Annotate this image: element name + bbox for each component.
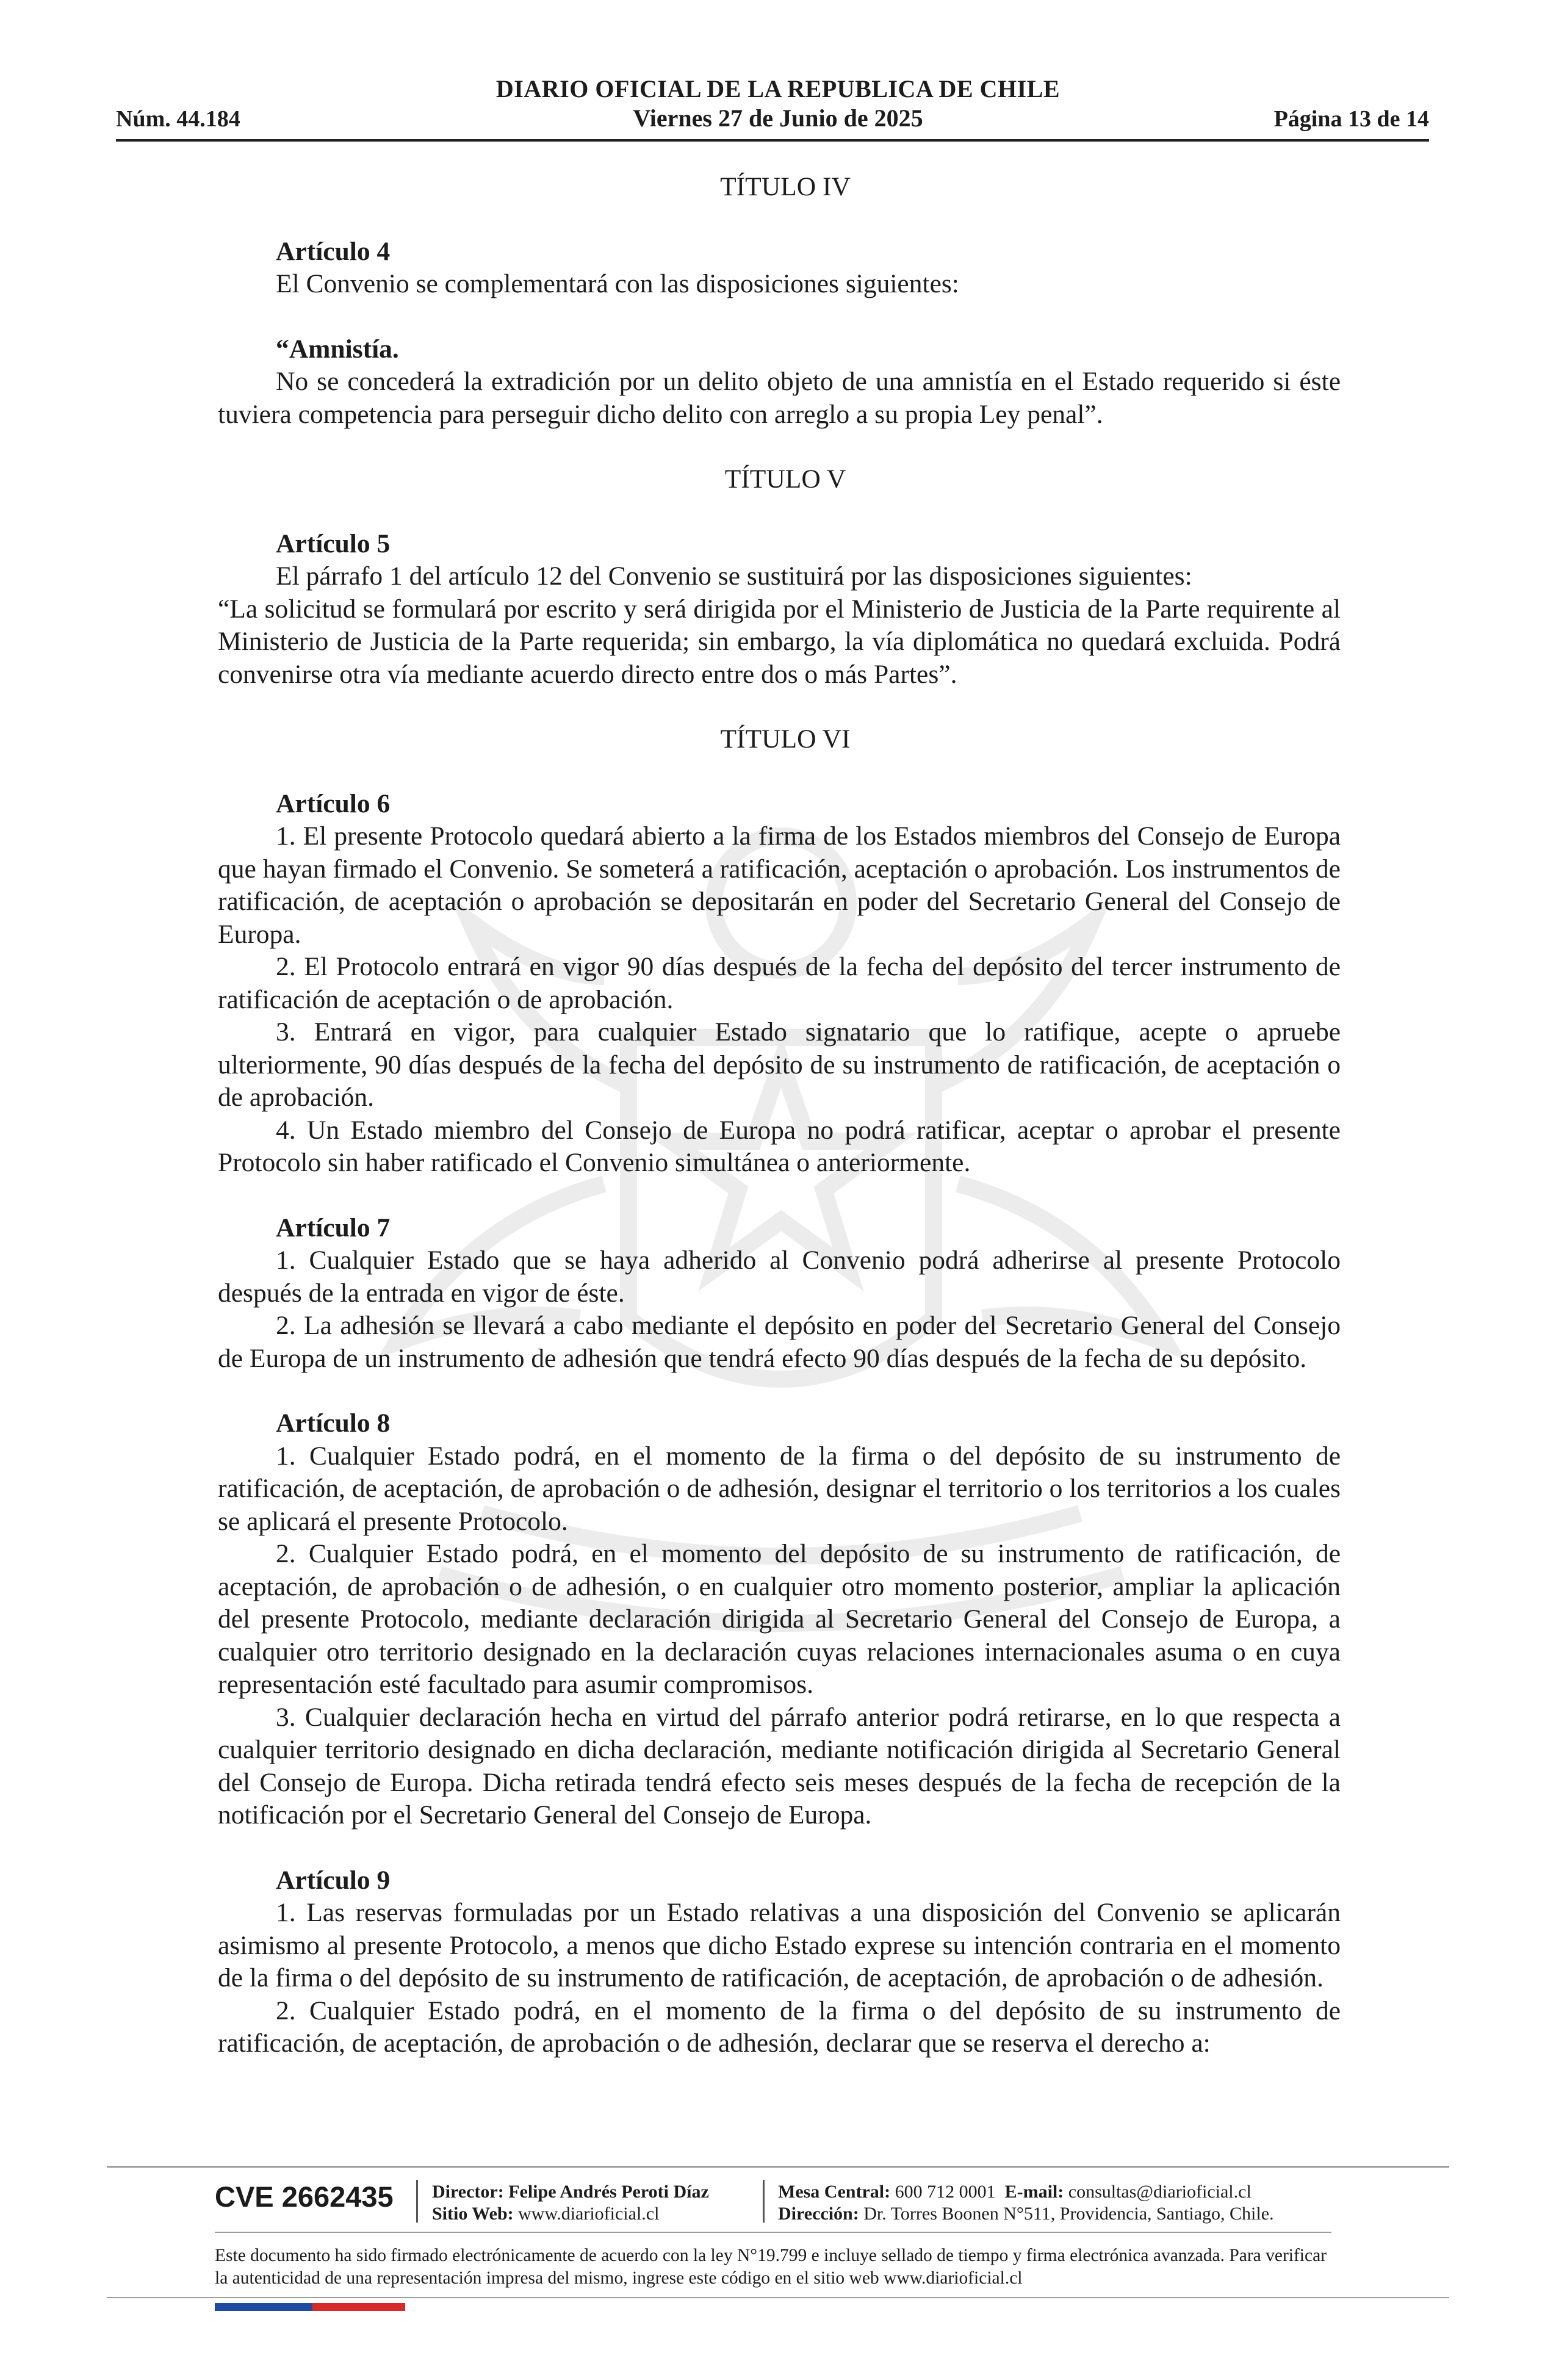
publication-title: DIARIO OFICIAL DE LA REPUBLICA DE CHILE	[495, 75, 1061, 103]
article-heading: Artículo 8	[276, 1408, 391, 1438]
flag-stripe-blue	[215, 2303, 312, 2311]
paragraph: 3. Entrará en vigor, para cualquier Estado signatario que lo ratifique, acepte o apruebe ulteriormente, 90 días después de la fecha del depósito de su instrumento de ratificación, de aceptación o de aprobación.	[218, 1017, 1341, 1112]
paragraph: 4. Un Estado miembro del Consejo de Europa no podrá ratificar, aceptar o aprobar el presente Protocolo sin haber ratificado el Convenio simultánea o anteriormente.	[218, 1115, 1341, 1177]
paragraph: 1. Cualquier Estado que se haya adherido al Convenio podrá adherirse al presente Protocolo después de la entrada en vigor de éste.	[218, 1246, 1341, 1308]
footer-rule	[107, 2166, 1449, 2168]
email-link[interactable]: consultas@diarioficial.cl	[1068, 2182, 1252, 2202]
paragraph: El párrafo 1 del artículo 12 del Convenio se sustituirá por las disposiciones siguientes:	[276, 561, 1192, 591]
footer-director-block	[432, 2181, 709, 2225]
footer-divider	[763, 2180, 765, 2223]
paragraph: El Convenio se complementará con las disposiciones siguientes:	[276, 269, 959, 298]
article-heading: Artículo 7	[276, 1213, 391, 1242]
issue-number: Núm. 44.184	[116, 106, 240, 132]
article-heading: Artículo 5	[276, 528, 391, 558]
section-title: TÍTULO V	[724, 464, 846, 494]
section-title: TÍTULO VI	[720, 724, 851, 754]
section-title: TÍTULO IV	[720, 172, 851, 201]
paragraph: 1. Cualquier Estado podrá, en el momento de la firma o del depósito de su instrumento de ratificación, de aceptación, de aprobación o de adhesión, designar el territorio o los territorios a los cuales se aplicará el presente Protocolo.	[218, 1441, 1341, 1536]
phone-number: 600 712 0001	[895, 2182, 996, 2202]
email-label: E-mail:	[1004, 2182, 1064, 2202]
address-label: Dirección:	[778, 2204, 859, 2224]
issue-date: Viernes 27 de Junio de 2025	[633, 104, 923, 132]
paragraph: 1. Las reservas formuladas por un Estado relativas a una disposición del Convenio se aplicarán asimismo al presente Protocolo, a menos que dicho Estado exprese su intención contraria en el momento de la firma o del depósito de su instrumento de ratificación, de aceptación, de aprobación o de adhesión.	[218, 1898, 1341, 1992]
website-link[interactable]: www.diarioficial.cl	[518, 2204, 660, 2224]
legal-notice: Este documento ha sido firmado electrónicamente de acuerdo con la ley N°19.799 e incluye sellado de tiempo y firma electrónica avanzada. Para verificar la autenticidad de una representación impresa del mismo, ingrese este código en el sitio web www.diarioficial.cl	[215, 2246, 1327, 2288]
cve-code: CVE 2662435	[215, 2180, 394, 2213]
paragraph: No se concederá la extradición por un delito objeto de una amnistía en el Estado requerido si éste tuviera competencia para perseguir dicho delito con arreglo a su propia Ley penal”.	[218, 367, 1341, 429]
footer-divider	[416, 2180, 418, 2223]
footer-rule	[107, 2297, 1449, 2298]
document-body	[218, 171, 1341, 2060]
phone-label: Mesa Central:	[778, 2182, 891, 2202]
article-heading: Artículo 6	[276, 788, 391, 818]
subheading: “Amnistía.	[276, 334, 399, 364]
director-name: Felipe Andrés Peroti Díaz	[508, 2182, 709, 2202]
page-indicator: Página 13 de 14	[1273, 106, 1429, 132]
header-rule	[116, 139, 1429, 142]
flag-stripe-red	[312, 2303, 405, 2311]
paragraph: 2. Cualquier Estado podrá, en el momento de la firma o del depósito de su instrumento de ratificación, de aceptación, de aprobación o de adhesión, declarar que se reserva el derecho a:	[218, 1996, 1341, 2058]
paragraph: 2. Cualquier Estado podrá, en el momento del depósito de su instrumento de ratificación, de aceptación, de aprobación o de adhesión, o en cualquier otro momento posterior, ampliar la aplicación del presente Protocolo, mediante declaración dirigida al Secretario General del Consejo de Europa, a cualquier otro territorio designado en la declaración cuyas relaciones internacionales asuma o en cuya representación esté facultado para asumir compromisos.	[218, 1539, 1341, 1699]
director-label: Director:	[432, 2182, 504, 2202]
footer-rule	[215, 2232, 1331, 2233]
address-value: Dr. Torres Boonen N°511, Providencia, Santiago, Chile.	[863, 2204, 1274, 2224]
footer-contact-block	[778, 2181, 1274, 2225]
paragraph: “La solicitud se formulará por escrito y será dirigida por el Ministerio de Justicia de la Parte requirente al Ministerio de Justicia de la Parte requerida; sin embargo, la vía diplomática no quedará excluida. Podrá convenirse otra vía mediante acuerdo directo entre dos o más Partes”.	[218, 594, 1341, 689]
paragraph: 1. El presente Protocolo quedará abierto a la firma de los Estados miembros del Consejo de Europa que hayan firmado el Convenio. Se someterá a ratificación, aceptación o aprobación. Los instrumentos de ratificación, de aceptación o aprobación se depositarán en poder del Secretario General del Consejo de Europa.	[218, 821, 1341, 949]
website-label: Sitio Web:	[432, 2204, 514, 2224]
paragraph: 2. La adhesión se llevará a cabo mediante el depósito en poder del Secretario General del Consejo de Europa de un instrumento de adhesión que tendrá efecto 90 días después de la fecha de su depósito.	[218, 1311, 1341, 1373]
article-heading: Artículo 9	[276, 1865, 391, 1895]
paragraph: 3. Cualquier declaración hecha en virtud del párrafo anterior podrá retirarse, en lo que respecta a cualquier territorio designado en dicha declaración, mediante notificación dirigida al Secretario General del Consejo de Europa. Dicha retirada tendrá efecto seis meses después de la fecha de recepción de la notificación por el Secretario General del Consejo de Europa.	[218, 1702, 1341, 1830]
article-heading: Artículo 4	[276, 236, 391, 266]
paragraph: 2. El Protocolo entrará en vigor 90 días después de la fecha del depósito del tercer instrumento de ratificación de aceptación o de aprobación.	[218, 952, 1341, 1014]
